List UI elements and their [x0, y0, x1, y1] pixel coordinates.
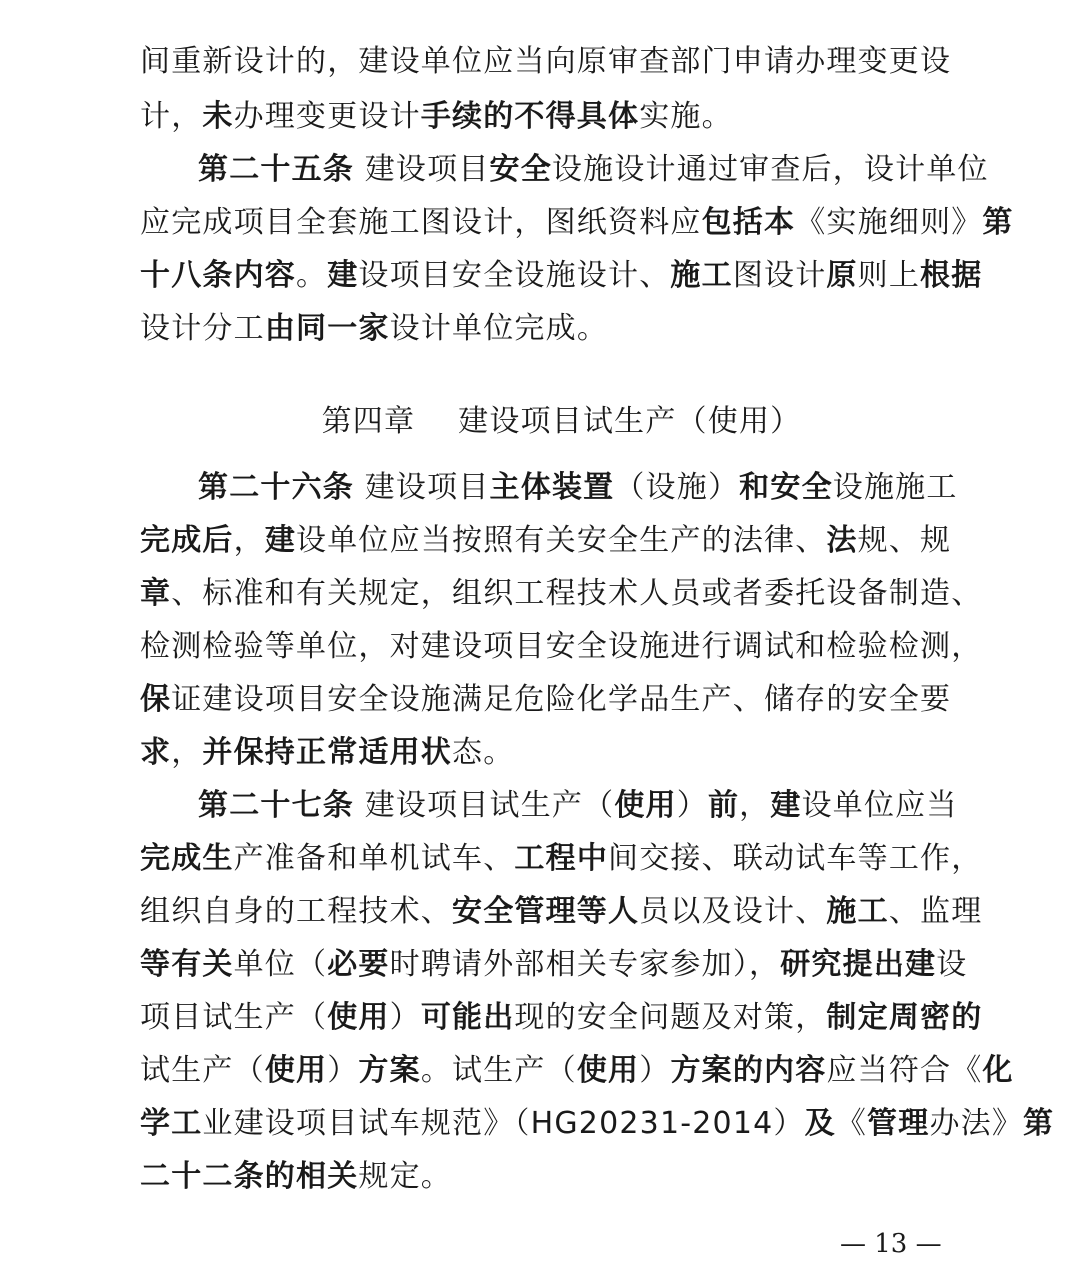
text-segment: 必要 — [327, 947, 390, 982]
text-segment: 管理 — [867, 1106, 930, 1141]
text-segment: 手续的不得具体 — [420, 99, 640, 134]
text-segment: 间交接、联动试车等工作， — [608, 841, 983, 876]
text-line — [140, 1104, 1055, 1144]
text-segment: ） — [639, 1053, 671, 1088]
text-segment: 并保持正常适用状 — [202, 735, 453, 770]
text-line — [140, 309, 942, 349]
text-segment: 制定周密的 — [826, 1000, 983, 1035]
text-segment: ， — [233, 523, 265, 558]
text-segment: 工程中 — [514, 841, 609, 876]
text-line — [140, 574, 983, 614]
text-segment: ） — [327, 1053, 359, 1088]
text-segment: 学工 — [140, 1106, 203, 1141]
text-segment: 建设单位应当向原审查部门申请办理变更设 — [358, 44, 952, 79]
text-segment: 《 — [835, 1106, 868, 1141]
text-segment: 则上 — [857, 258, 921, 293]
text-segment: 建 — [770, 788, 802, 823]
text-segment: （设施） — [614, 470, 740, 505]
text-segment: 使用 — [614, 788, 677, 823]
text-segment: 方案的内容 — [670, 1053, 827, 1088]
text-segment: ） — [389, 1000, 421, 1035]
text-segment: 员以及设计、 — [639, 894, 827, 929]
text-segment: 现的安全问题及对策， — [514, 1000, 827, 1035]
text-segment: 化 — [982, 1053, 1014, 1088]
text-segment: 图设计 — [732, 258, 827, 293]
text-segment: 使用 — [264, 1053, 328, 1088]
text-segment: 项目试生产（ — [140, 1000, 328, 1035]
text-segment: 求 — [140, 735, 172, 770]
text-segment: ） — [676, 788, 708, 823]
text-segment: 建 — [327, 258, 359, 293]
text-segment: 设 — [936, 947, 968, 982]
text-segment: 产准备和单机试车、 — [233, 841, 515, 876]
text-segment: 第 — [982, 205, 1014, 240]
text-segment: 设施施工 — [832, 470, 958, 505]
text-line — [140, 42, 952, 82]
text-line — [140, 627, 983, 667]
text-segment: 十八条内容 — [140, 258, 296, 293]
text-line — [140, 945, 968, 985]
text-segment: 未 — [202, 99, 234, 134]
text-segment: 可能出 — [420, 1000, 515, 1035]
text-segment: 。试生产（ — [420, 1053, 577, 1088]
text-line — [140, 786, 958, 826]
text-segment: 、标准和有关规定，组织工程技术人员或者委托设备制造、 — [171, 576, 983, 611]
text-segment: 设计分工 — [140, 311, 265, 346]
text-segment: 安全管理等人 — [452, 894, 640, 929]
text-segment: 根据 — [920, 258, 983, 293]
text-segment: 办理变更设计 — [233, 99, 421, 134]
text-line — [140, 521, 952, 561]
text-segment: 办法》 — [929, 1106, 1024, 1141]
text-segment: 检测检验等单位，对建设项目安全设施进行调试和检验检测， — [140, 629, 983, 664]
text-segment: 第二十五条 — [198, 152, 354, 187]
text-segment: 施工 — [670, 258, 733, 293]
text-line — [140, 839, 983, 879]
text-segment: 使用 — [576, 1053, 640, 1088]
text-segment: 建设项目 — [354, 470, 490, 505]
text-line — [140, 1051, 1014, 1091]
text-segment: 设单位应当按照有关安全生产的法律、 — [296, 523, 827, 558]
text-segment: 建设项目 — [354, 152, 490, 187]
text-line — [140, 680, 952, 720]
text-segment: 章 — [140, 576, 172, 611]
text-segment: 实施。 — [639, 99, 733, 134]
text-line — [140, 1157, 942, 1197]
text-segment: 设计单位完成。 — [389, 311, 609, 346]
text-segment: 、监理 — [888, 894, 983, 929]
text-line — [140, 892, 983, 932]
text-segment: 试生产（ — [140, 1053, 265, 1088]
text-segment: 证建设项目安全设施满足危险化学品生产、储存的安全要 — [171, 682, 952, 717]
text-segment: 主体装置 — [489, 470, 615, 505]
text-segment: 设项目安全设施设计、 — [358, 258, 671, 293]
text-segment: 第二十六条 — [198, 470, 354, 505]
text-segment: 应完成项目全套施工图设计，图纸资料应 — [140, 205, 702, 240]
text-segment: 间重新设计的， — [140, 44, 359, 79]
text-segment: 规、规 — [857, 523, 952, 558]
text-segment: 建 — [264, 523, 297, 558]
text-segment: 态。 — [452, 735, 515, 770]
text-segment: 计， — [140, 99, 203, 134]
text-segment: 包括本 — [701, 205, 796, 240]
text-segment: 《实施细则》 — [795, 205, 983, 240]
text-segment: ， — [171, 735, 203, 770]
text-segment: 单位（ — [233, 947, 328, 982]
text-segment: 施工 — [826, 894, 889, 929]
text-segment: 等有关 — [140, 947, 234, 982]
text-segment: 建设项目试生产（ — [354, 788, 615, 823]
text-segment: 设施设计通过审查后，设计单位 — [551, 152, 989, 187]
text-line — [140, 733, 942, 773]
text-segment: 组织自身的工程技术、 — [140, 894, 452, 929]
text-segment: 二十二条的相关 — [140, 1159, 359, 1194]
text-segment: 法 — [826, 523, 858, 558]
text-line — [140, 203, 1014, 243]
text-segment: 和安全 — [739, 470, 833, 505]
text-segment: 时聘请外部相关专家参加）， — [389, 947, 781, 982]
page-number: — 13 — — [840, 1229, 942, 1259]
chapter-heading-text: 第四章 建设项目试生产（使用） — [321, 404, 802, 439]
text-segment: 前 — [707, 788, 740, 823]
text-line — [140, 150, 989, 190]
text-segment: 使用 — [327, 1000, 390, 1035]
text-segment: 研究提出建 — [780, 947, 937, 982]
text-line — [140, 998, 983, 1038]
text-line — [140, 256, 983, 296]
chapter-heading — [0, 362, 1080, 482]
text-segment: 设单位应当 — [801, 788, 958, 823]
text-segment: 第二十七条 — [198, 788, 354, 823]
text-segment: ， — [739, 788, 771, 823]
text-segment: 业建设项目试车规范》（HG20231-2014） — [202, 1106, 805, 1141]
text-segment: 完成生 — [140, 841, 234, 876]
text-segment: 及 — [804, 1106, 836, 1141]
text-segment: 应当符合《 — [826, 1053, 983, 1088]
text-line — [140, 97, 942, 137]
text-segment: 方案 — [358, 1053, 421, 1088]
text-segment: 规定。 — [358, 1159, 453, 1194]
text-segment: 原 — [826, 258, 858, 293]
text-segment: 安全 — [489, 152, 552, 187]
text-segment: 第 — [1023, 1106, 1055, 1141]
text-segment: 由同一家 — [264, 311, 390, 346]
text-segment: 保 — [140, 682, 172, 717]
text-segment: 。 — [296, 258, 328, 293]
text-segment: 完成后 — [140, 523, 234, 558]
